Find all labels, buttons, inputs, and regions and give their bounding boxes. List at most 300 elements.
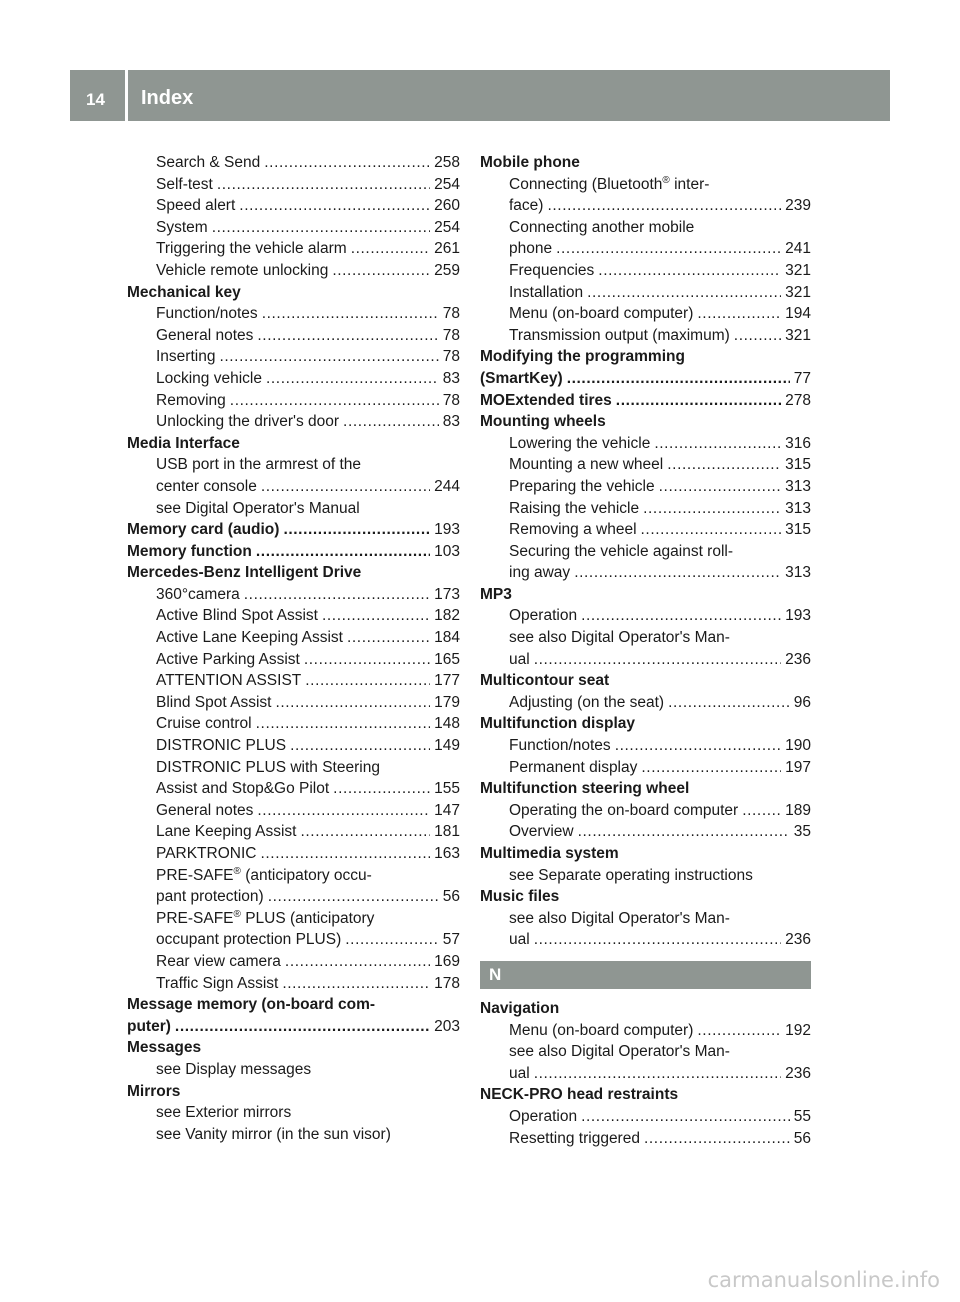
entry-text: Lowering the vehicle: [509, 434, 651, 452]
index-sub-entry[interactable]: [127, 692, 460, 714]
leader-dots: [667, 454, 781, 476]
index-sub-entry[interactable]: [127, 411, 460, 433]
index-sub-entry[interactable]: [127, 390, 460, 412]
page-reference[interactable]: 313: [785, 477, 811, 495]
page-reference[interactable]: 236: [785, 650, 811, 668]
index-heading-entry: [480, 843, 811, 865]
page-reference[interactable]: 78: [442, 391, 460, 409]
page-reference[interactable]: 194: [785, 305, 811, 323]
index-sub-entry: [127, 908, 460, 930]
index-sub-entry[interactable]: [480, 757, 811, 779]
page-reference[interactable]: 190: [785, 737, 811, 755]
page-reference[interactable]: 236: [785, 931, 811, 949]
leader-dots: [256, 541, 430, 563]
page-reference[interactable]: 78: [442, 305, 460, 323]
page-reference[interactable]: 244: [434, 477, 460, 495]
entry-text: MP3: [480, 585, 512, 603]
entry-text: Active Lane Keeping Assist: [156, 629, 343, 647]
entry-text: Menu (on-board computer): [509, 1021, 694, 1039]
entry-text: Securing the vehicle against roll-: [509, 542, 734, 560]
leader-dots: [742, 800, 781, 822]
leader-dots: [641, 519, 782, 541]
entry-text: Mechanical key: [127, 283, 241, 301]
leader-dots: [581, 605, 781, 627]
entry-text: pant protection): [156, 888, 264, 906]
page-reference[interactable]: 321: [785, 283, 811, 301]
entry-text: occupant protection PLUS): [156, 931, 342, 949]
index-heading-entry[interactable]: [127, 1016, 460, 1038]
index-sub-entry: [127, 865, 460, 887]
index-sub-entry[interactable]: [480, 519, 811, 541]
entry-text: Resetting triggered: [509, 1129, 640, 1147]
index-heading-entry[interactable]: [127, 541, 460, 563]
index-heading-entry: [480, 152, 811, 174]
page-reference[interactable]: 260: [434, 197, 460, 215]
entry-text: Unlocking the driver's door: [156, 413, 340, 431]
leader-dots: [343, 411, 439, 433]
leader-dots: [304, 649, 430, 671]
leader-dots: [574, 562, 781, 584]
entry-text: Self-test: [156, 175, 213, 193]
page-reference[interactable]: 155: [434, 780, 460, 798]
entry-text: Multicontour seat: [480, 672, 610, 690]
index-sub-entry[interactable]: [127, 735, 460, 757]
index-sub-entry[interactable]: [127, 627, 460, 649]
index-sub-entry[interactable]: [127, 368, 460, 390]
entry-text: USB port in the armrest of the: [156, 456, 362, 474]
entry-text: Operating the on-board computer: [509, 801, 739, 819]
index-heading-entry: [127, 433, 460, 455]
page-reference[interactable]: 315: [785, 521, 811, 539]
index-sub-entry[interactable]: [480, 238, 811, 260]
page-reference[interactable]: 178: [434, 974, 460, 992]
entry-text: Transmission output (maximum): [509, 326, 730, 344]
entry-text: Adjusting (on the seat): [509, 693, 665, 711]
index-heading-entry: [480, 886, 811, 908]
entry-text: Search & Send: [156, 154, 261, 171]
leader-dots: [285, 951, 430, 973]
entry-text: Installation: [509, 283, 584, 301]
entry-text: see Display messages: [156, 1060, 312, 1078]
leader-dots: [616, 390, 781, 412]
entry-text: Frequencies: [509, 261, 595, 279]
page-reference[interactable]: 261: [434, 240, 460, 258]
index-heading-entry: [480, 670, 811, 692]
page-reference[interactable]: 192: [785, 1021, 811, 1039]
leader-dots: [212, 217, 430, 239]
entry-text: Active Blind Spot Assist: [156, 607, 318, 625]
leader-dots: [282, 973, 430, 995]
index-sub-entry[interactable]: [480, 282, 811, 304]
leader-dots: [644, 1128, 790, 1150]
entry-text: see Exterior mirrors: [156, 1104, 292, 1122]
index-sub-entry[interactable]: [127, 843, 460, 865]
index-sub-entry[interactable]: [127, 260, 460, 282]
page-reference[interactable]: 56: [442, 888, 460, 906]
page-reference[interactable]: 241: [785, 240, 811, 258]
leader-dots: [268, 886, 439, 908]
index-sub-entry[interactable]: [127, 584, 460, 606]
index-sub-entry[interactable]: [480, 821, 811, 843]
leader-dots: [230, 390, 439, 412]
index-sub-entry[interactable]: [127, 929, 460, 951]
index-sub-entry[interactable]: [127, 670, 460, 692]
index-heading-entry: [127, 994, 460, 1016]
entry-text: Memory function: [127, 542, 252, 560]
entry-text: ing away: [509, 564, 571, 582]
index-sub-entry[interactable]: [127, 800, 460, 822]
page-reference[interactable]: 173: [434, 585, 460, 603]
entry-text: PRE-SAFE® PLUS (anticipatory: [156, 908, 375, 927]
page-reference[interactable]: 259: [434, 261, 460, 279]
entry-text: see Separate operating instructions: [509, 866, 753, 884]
index-sub-entry: [127, 498, 460, 520]
entry-text: puter): [127, 1017, 171, 1035]
index-sub-entry: [127, 1124, 460, 1146]
index-sub-entry[interactable]: [480, 433, 811, 455]
index-sub-entry[interactable]: [480, 800, 811, 822]
index-sub-entry: [480, 1041, 811, 1063]
entry-text: PRE-SAFE® (anticipatory occu-: [156, 865, 372, 884]
page-reference[interactable]: 83: [442, 413, 460, 431]
page-reference[interactable]: 254: [434, 175, 460, 193]
registered-mark: ®: [662, 174, 670, 186]
index-sub-entry: [127, 1059, 460, 1081]
entry-text: Active Parking Assist: [156, 650, 300, 668]
leader-dots: [534, 649, 781, 671]
entry-text: Operation: [509, 1107, 578, 1125]
leader-dots: [581, 1106, 790, 1128]
page-reference[interactable]: 321: [785, 326, 811, 344]
page-number: 14: [86, 90, 105, 109]
index-sub-entry[interactable]: [127, 174, 460, 196]
index-heading-entry: [480, 778, 811, 800]
page-reference[interactable]: 147: [434, 801, 460, 819]
page-reference[interactable]: 197: [785, 758, 811, 776]
index-sub-entry[interactable]: [480, 735, 811, 757]
index-column-right: [480, 152, 811, 1149]
entry-text: DISTRONIC PLUS: [156, 737, 287, 755]
entry-text: 360°camera: [156, 585, 240, 603]
entry-text: Mercedes-Benz Intelligent Drive: [127, 564, 362, 582]
entry-text: NECK-PRO head restraints: [480, 1086, 679, 1104]
page-reference[interactable]: 189: [785, 801, 811, 819]
page-reference[interactable]: 193: [434, 521, 460, 539]
page-reference[interactable]: 96: [793, 693, 811, 711]
entry-text: General notes: [156, 326, 254, 344]
leader-dots: [567, 368, 790, 390]
index-sub-entry[interactable]: [480, 605, 811, 627]
leader-dots: [643, 498, 781, 520]
index-sub-entry[interactable]: [480, 454, 811, 476]
page-reference[interactable]: 169: [434, 952, 460, 970]
index-heading-entry[interactable]: [480, 368, 811, 390]
page-reference[interactable]: 313: [785, 499, 811, 517]
entry-text: (SmartKey): [480, 369, 563, 387]
leader-dots: [239, 195, 430, 217]
entry-text: Inserting: [156, 348, 216, 366]
index-heading-entry[interactable]: [127, 519, 460, 541]
entry-text: Preparing the vehicle: [509, 477, 655, 495]
index-sub-entry[interactable]: [127, 217, 460, 239]
page-reference[interactable]: 203: [434, 1017, 460, 1035]
page-reference[interactable]: 321: [785, 261, 811, 279]
page-reference[interactable]: 149: [434, 737, 460, 755]
registered-mark: ®: [233, 908, 241, 920]
header-divider: [125, 70, 128, 121]
index-sub-entry: [127, 454, 460, 476]
index-heading-entry: [480, 998, 811, 1020]
index-sub-entry[interactable]: [480, 476, 811, 498]
leader-dots: [219, 346, 438, 368]
entry-text: Connecting (Bluetooth® inter-: [509, 174, 710, 193]
index-sub-entry[interactable]: [127, 346, 460, 368]
leader-dots: [256, 713, 431, 735]
entry-text: Cruise control: [156, 715, 252, 733]
entry-text: Media Interface: [127, 434, 240, 452]
leader-dots: [175, 1016, 430, 1038]
entry-text: PARKTRONIC: [156, 845, 257, 862]
entry-text: Rear view camera: [156, 952, 281, 970]
leader-dots: [556, 238, 781, 260]
entry-text: Memory card (audio): [127, 521, 280, 539]
index-sub-entry[interactable]: [480, 498, 811, 520]
index-sub-entry: [127, 1102, 460, 1124]
index-heading-entry: [127, 282, 460, 304]
index-heading-entry: [480, 584, 811, 606]
entry-text: center console: [156, 477, 257, 495]
entry-text: Speed alert: [156, 197, 236, 215]
page-reference[interactable]: 55: [793, 1107, 811, 1125]
entry-text: DISTRONIC PLUS with Steering: [156, 758, 380, 776]
index-sub-entry[interactable]: [480, 303, 811, 325]
page-reference[interactable]: 315: [785, 456, 811, 474]
index-sub-entry[interactable]: [480, 1063, 811, 1085]
page-reference[interactable]: 254: [434, 218, 460, 236]
index-sub-entry[interactable]: [127, 886, 460, 908]
entry-text: ATTENTION ASSIST: [156, 672, 302, 690]
index-sub-entry[interactable]: [480, 1020, 811, 1042]
leader-dots: [262, 303, 439, 325]
leader-dots: [345, 929, 439, 951]
leader-dots: [615, 735, 781, 757]
entry-text: Navigation: [480, 999, 560, 1017]
entry-text: System: [156, 218, 208, 236]
page-reference[interactable]: 278: [785, 391, 811, 409]
leader-dots: [300, 821, 430, 843]
index-sub-entry[interactable]: [127, 821, 460, 843]
entry-text: Overview: [509, 823, 574, 841]
page-reference[interactable]: 165: [434, 650, 460, 668]
index-letter-heading: N: [480, 961, 811, 989]
page-reference[interactable]: 313: [785, 564, 811, 582]
index-sub-entry[interactable]: [127, 325, 460, 347]
leader-dots: [578, 821, 790, 843]
page-title: Index: [141, 87, 194, 109]
leader-dots: [659, 476, 782, 498]
page-reference[interactable]: 148: [434, 715, 460, 733]
page-reference[interactable]: 316: [785, 434, 811, 452]
entry-text: Connecting another mobile: [509, 218, 695, 236]
leader-dots: [598, 260, 781, 282]
leader-dots: [217, 174, 430, 196]
index-sub-entry: [480, 908, 811, 930]
page-reference[interactable]: 57: [442, 931, 460, 949]
leader-dots: [347, 627, 430, 649]
page-reference[interactable]: 56: [793, 1129, 811, 1147]
entry-text: Raising the vehicle: [509, 499, 640, 517]
leader-dots: [333, 778, 430, 800]
page-reference[interactable]: 35: [793, 823, 811, 841]
page-reference[interactable]: 177: [434, 672, 460, 690]
leader-dots: [668, 692, 790, 714]
index-heading-entry: [480, 713, 811, 735]
entry-text: Removing: [156, 391, 226, 409]
leader-dots: [641, 757, 781, 779]
entry-text: Removing a wheel: [509, 521, 637, 539]
leader-dots: [275, 692, 430, 714]
entry-text: see also Digital Operator's Man-: [509, 909, 730, 927]
leader-dots: [697, 1020, 781, 1042]
entry-text: Blind Spot Assist: [156, 693, 272, 711]
index-sub-entry[interactable]: [480, 260, 811, 282]
index-heading-entry: [480, 411, 811, 433]
index-sub-entry[interactable]: [127, 238, 460, 260]
entry-text: Traffic Sign Assist: [156, 974, 279, 992]
index-sub-entry[interactable]: [127, 951, 460, 973]
leader-dots: [534, 929, 781, 951]
page-reference[interactable]: 239: [785, 197, 811, 215]
entry-text: Locking vehicle: [156, 369, 262, 387]
page-reference[interactable]: 78: [442, 348, 460, 366]
leader-dots: [257, 800, 430, 822]
entry-text: see also Digital Operator's Man-: [509, 629, 730, 647]
index-sub-entry[interactable]: [480, 1106, 811, 1128]
index-heading-entry: [480, 346, 811, 368]
index-sub-entry: [480, 174, 811, 196]
index-sub-entry[interactable]: [480, 562, 811, 584]
leader-dots: [257, 325, 438, 347]
page-reference[interactable]: 258: [434, 154, 460, 171]
entry-text: Multifunction display: [480, 715, 635, 733]
index-heading-entry: [127, 1081, 460, 1103]
index-sub-entry[interactable]: [480, 195, 811, 217]
page-reference[interactable]: 103: [434, 542, 460, 560]
entry-text: Messages: [127, 1039, 202, 1057]
index-sub-entry[interactable]: [127, 778, 460, 800]
entry-text: Message memory (on-board com-: [127, 996, 376, 1014]
entry-text: Mounting wheels: [480, 413, 606, 431]
entry-text: Mounting a new wheel: [509, 456, 664, 474]
entry-text: face): [509, 197, 544, 215]
leader-dots: [534, 1063, 781, 1085]
entry-text: Lane Keeping Assist: [156, 823, 297, 841]
index-sub-entry[interactable]: [127, 476, 460, 498]
leader-dots: [260, 843, 430, 865]
leader-dots: [266, 368, 439, 390]
page-reference[interactable]: 236: [785, 1064, 811, 1082]
index-heading-entry: [127, 1037, 460, 1059]
entry-text: Multifunction steering wheel: [480, 780, 690, 798]
page-reference[interactable]: 179: [434, 693, 460, 711]
index-sub-entry: [480, 865, 811, 887]
entry-text: Triggering the vehicle alarm: [156, 240, 347, 258]
leader-dots: [261, 476, 430, 498]
index-sub-entry[interactable]: [127, 713, 460, 735]
index-column-left: [127, 152, 460, 1145]
entry-text: Operation: [509, 607, 578, 625]
index-sub-entry[interactable]: [480, 649, 811, 671]
index-sub-entry[interactable]: [480, 692, 811, 714]
entry-text: Function/notes: [509, 737, 611, 755]
watermark: carmanualsonline.info: [707, 1268, 940, 1292]
entry-text: MOExtended tires: [480, 391, 612, 409]
entry-text: ual: [509, 650, 530, 668]
index-sub-entry[interactable]: [127, 973, 460, 995]
entry-text: Mirrors: [127, 1082, 181, 1100]
index-heading-entry: [480, 1084, 811, 1106]
page-reference[interactable]: 78: [442, 326, 460, 344]
entry-text: Mobile phone: [480, 154, 580, 171]
page-reference[interactable]: 163: [434, 845, 460, 862]
index-sub-entry[interactable]: [127, 303, 460, 325]
page-reference[interactable]: 184: [434, 629, 460, 647]
page-reference[interactable]: 83: [442, 369, 460, 387]
leader-dots: [654, 433, 781, 455]
index-heading-entry[interactable]: [480, 390, 811, 412]
entry-text: Multimedia system: [480, 845, 619, 862]
index-sub-entry: [480, 627, 811, 649]
index-sub-entry: [480, 541, 811, 563]
index-sub-entry[interactable]: [480, 325, 811, 347]
leader-dots: [244, 584, 430, 606]
entry-text: see also Digital Operator's Man-: [509, 1043, 730, 1061]
index-heading-entry: [127, 562, 460, 584]
entry-text: see Digital Operator's Manual: [156, 499, 360, 517]
leader-dots: [264, 152, 430, 174]
leader-dots: [332, 260, 430, 282]
entry-text: Permanent display: [509, 758, 638, 776]
page-reference[interactable]: 193: [785, 607, 811, 625]
leader-dots: [322, 605, 430, 627]
entry-text: Assist and Stop&Go Pilot: [156, 780, 330, 798]
entry-text: Menu (on-board computer): [509, 305, 694, 323]
page-reference[interactable]: 181: [434, 823, 460, 841]
index-sub-entry[interactable]: [480, 1128, 811, 1150]
index-sub-entry[interactable]: [127, 605, 460, 627]
index-sub-entry[interactable]: [480, 929, 811, 951]
page-reference[interactable]: 182: [434, 607, 460, 625]
entry-text: Modifying the programming: [480, 348, 685, 366]
entry-text: see Vanity mirror (in the sun visor): [156, 1125, 391, 1143]
index-sub-entry: [480, 217, 811, 239]
leader-dots: [734, 325, 781, 347]
leader-dots: [290, 735, 430, 757]
entry-text: phone: [509, 240, 553, 258]
index-sub-entry[interactable]: [127, 152, 460, 174]
index-sub-entry: [127, 757, 460, 779]
page-reference[interactable]: 77: [793, 369, 811, 387]
leader-dots: [351, 238, 430, 260]
index-sub-entry[interactable]: [127, 195, 460, 217]
registered-mark: ®: [233, 865, 241, 877]
index-sub-entry[interactable]: [127, 649, 460, 671]
leader-dots: [587, 282, 781, 304]
leader-dots: [547, 195, 781, 217]
entry-text: Vehicle remote unlocking: [156, 261, 329, 279]
leader-dots: [283, 519, 430, 541]
leader-dots: [305, 670, 430, 692]
